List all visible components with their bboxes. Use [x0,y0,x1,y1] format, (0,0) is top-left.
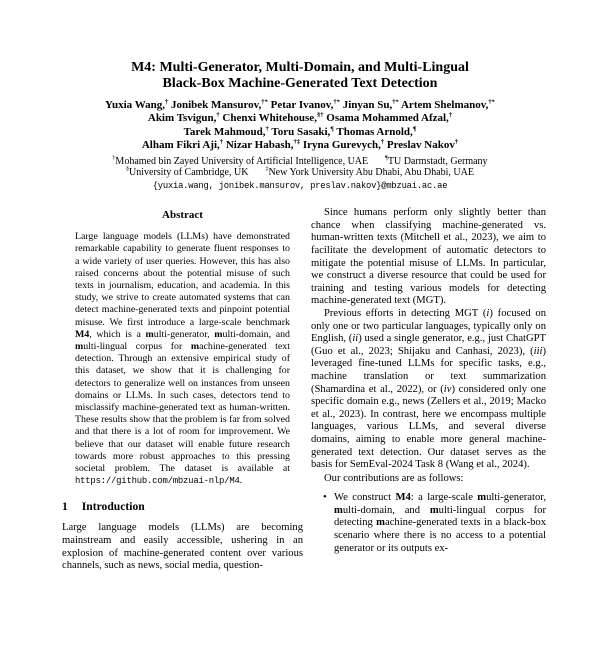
paragraph-previous-work: Previous efforts in detecting MGT (i) focused on only one or two particular languages, typically only on English, (ii) used a single generator, e.g., just ChatGPT (Guo et al., 2023; Shijaku and Canhasi, 2023), (iii) leveraged fine-tuned LLMs for specific tasks, e.g., machine translation or text summarization (Shamardina et al., 2022), or (iv) considered only one specific domain e.g., news (Zellers et al., 2019; Macko et al., 2023). In contrast, here we encompass multiple languages, various LLMs, and several diverse domains, aiming to enable more general machine-generated text detection. Our dataset serves as the basis for SemEval-2024 Task 8 (Wang et al., 2024). [311,307,546,471]
list-item [311,492,546,555]
paper-page [0,60,600,660]
right-column [311,207,546,573]
author-line: Tarek Mahmoud,† Toru Sasaki,¶ Thomas Arnold,¶ [183,125,417,138]
section-number: 1 [62,500,68,514]
author-line: Alham Fikri Aji,† Nizar Habash,†‡ Iryna Gurevych,† Preslav Nakov† [141,138,459,152]
section-title: Introduction [81,500,145,514]
paper-title [0,60,600,92]
section-heading-introduction [62,500,303,513]
affiliation-line: †Mohamed bin Zayed University of Artificial Intelligence, UAE ¶TU Darmstadt, Germany [112,155,488,167]
author-line: Akim Tsvigun,† Chenxi Whitehouse,§† Osama Mohammed Afzal,† [147,111,453,125]
author-line: Yuxia Wang,† Jonibek Mansurov,†* Petar Ivanov,†* Jinyan Su,†* Artem Shelmanov,†* [105,98,495,111]
contribution-list [311,492,546,555]
affiliation-line: §University of Cambridge, UK ‡New York University Abu Dhabi, Abu Dhabi, UAE [126,167,474,179]
left-column [62,207,303,573]
list-item-text: We construct M4: a large-scale multi-generator, multi-domain, and multi-lingual corpus for detecting machine-generated texts in a black-box scenario where there is no access to a potential generator or its outputs ex- [334,492,546,554]
paper-title-line1: M4: Multi-Generator, Multi-Domain, and Multi-Lingual [131,60,469,75]
author-block [0,99,600,153]
two-column-body [62,207,546,573]
author-emails: {yuxia.wang, jonibek.mansurov, preslav.nakov}@mbzuai.ac.ae [152,181,448,192]
introduction-paragraph: Large language models (LLMs) are becoming mainstream and easily accessible, ushering in an explosion of machine-generated content over various channels, such as news, social media, question- [62,522,303,572]
paper-title-line2: Black-Box Machine-Generated Text Detection [162,76,438,91]
abstract-text: Large language models (LLMs) have demonstrated remarkable capability to generate fluent responses to a wide variety of user queries. However, this has also raised concerns about the potential misuse of such texts in journalism, education, and academia. In this study, we strive to create automated systems that can detect machine-generated texts and pinpoint potential misuse. We first introduce a large-scale benchmark M4, which is a multi-generator, multi-domain, and multi-lingual corpus for machine-generated text detection. Through an extensive empirical study of this dataset, we show that it is challenging for detectors to generalize well on instances from unseen domains or LLMs. In such cases, detectors tend to misclassify machine-generated text as human-written. These results show that the problem is far from solved and that there is a lot of room for improvement. We believe that our dataset will enable future research towards more robust approaches to this pressing societal problem. The dataset is available at https://github.com/mbzuai-nlp/M4. [75,231,290,487]
affiliation-block [0,156,600,180]
bullet-icon: • [323,492,327,504]
abstract-heading: Abstract [162,209,203,222]
paragraph-motivation: Since humans perform only slightly better than chance when classifying machine-generated vs. human-written texts (Mitchell et al., 2023), we aim to facilitate the development of automatic detectors to mitigate the potential misuse of LLMs. In particular, we construct a diverse resource that could be used for training and testing various models for detecting machine-generated text (MGT). [311,207,546,307]
paragraph-contributions-lead: Our contributions are as follows: [324,472,464,484]
